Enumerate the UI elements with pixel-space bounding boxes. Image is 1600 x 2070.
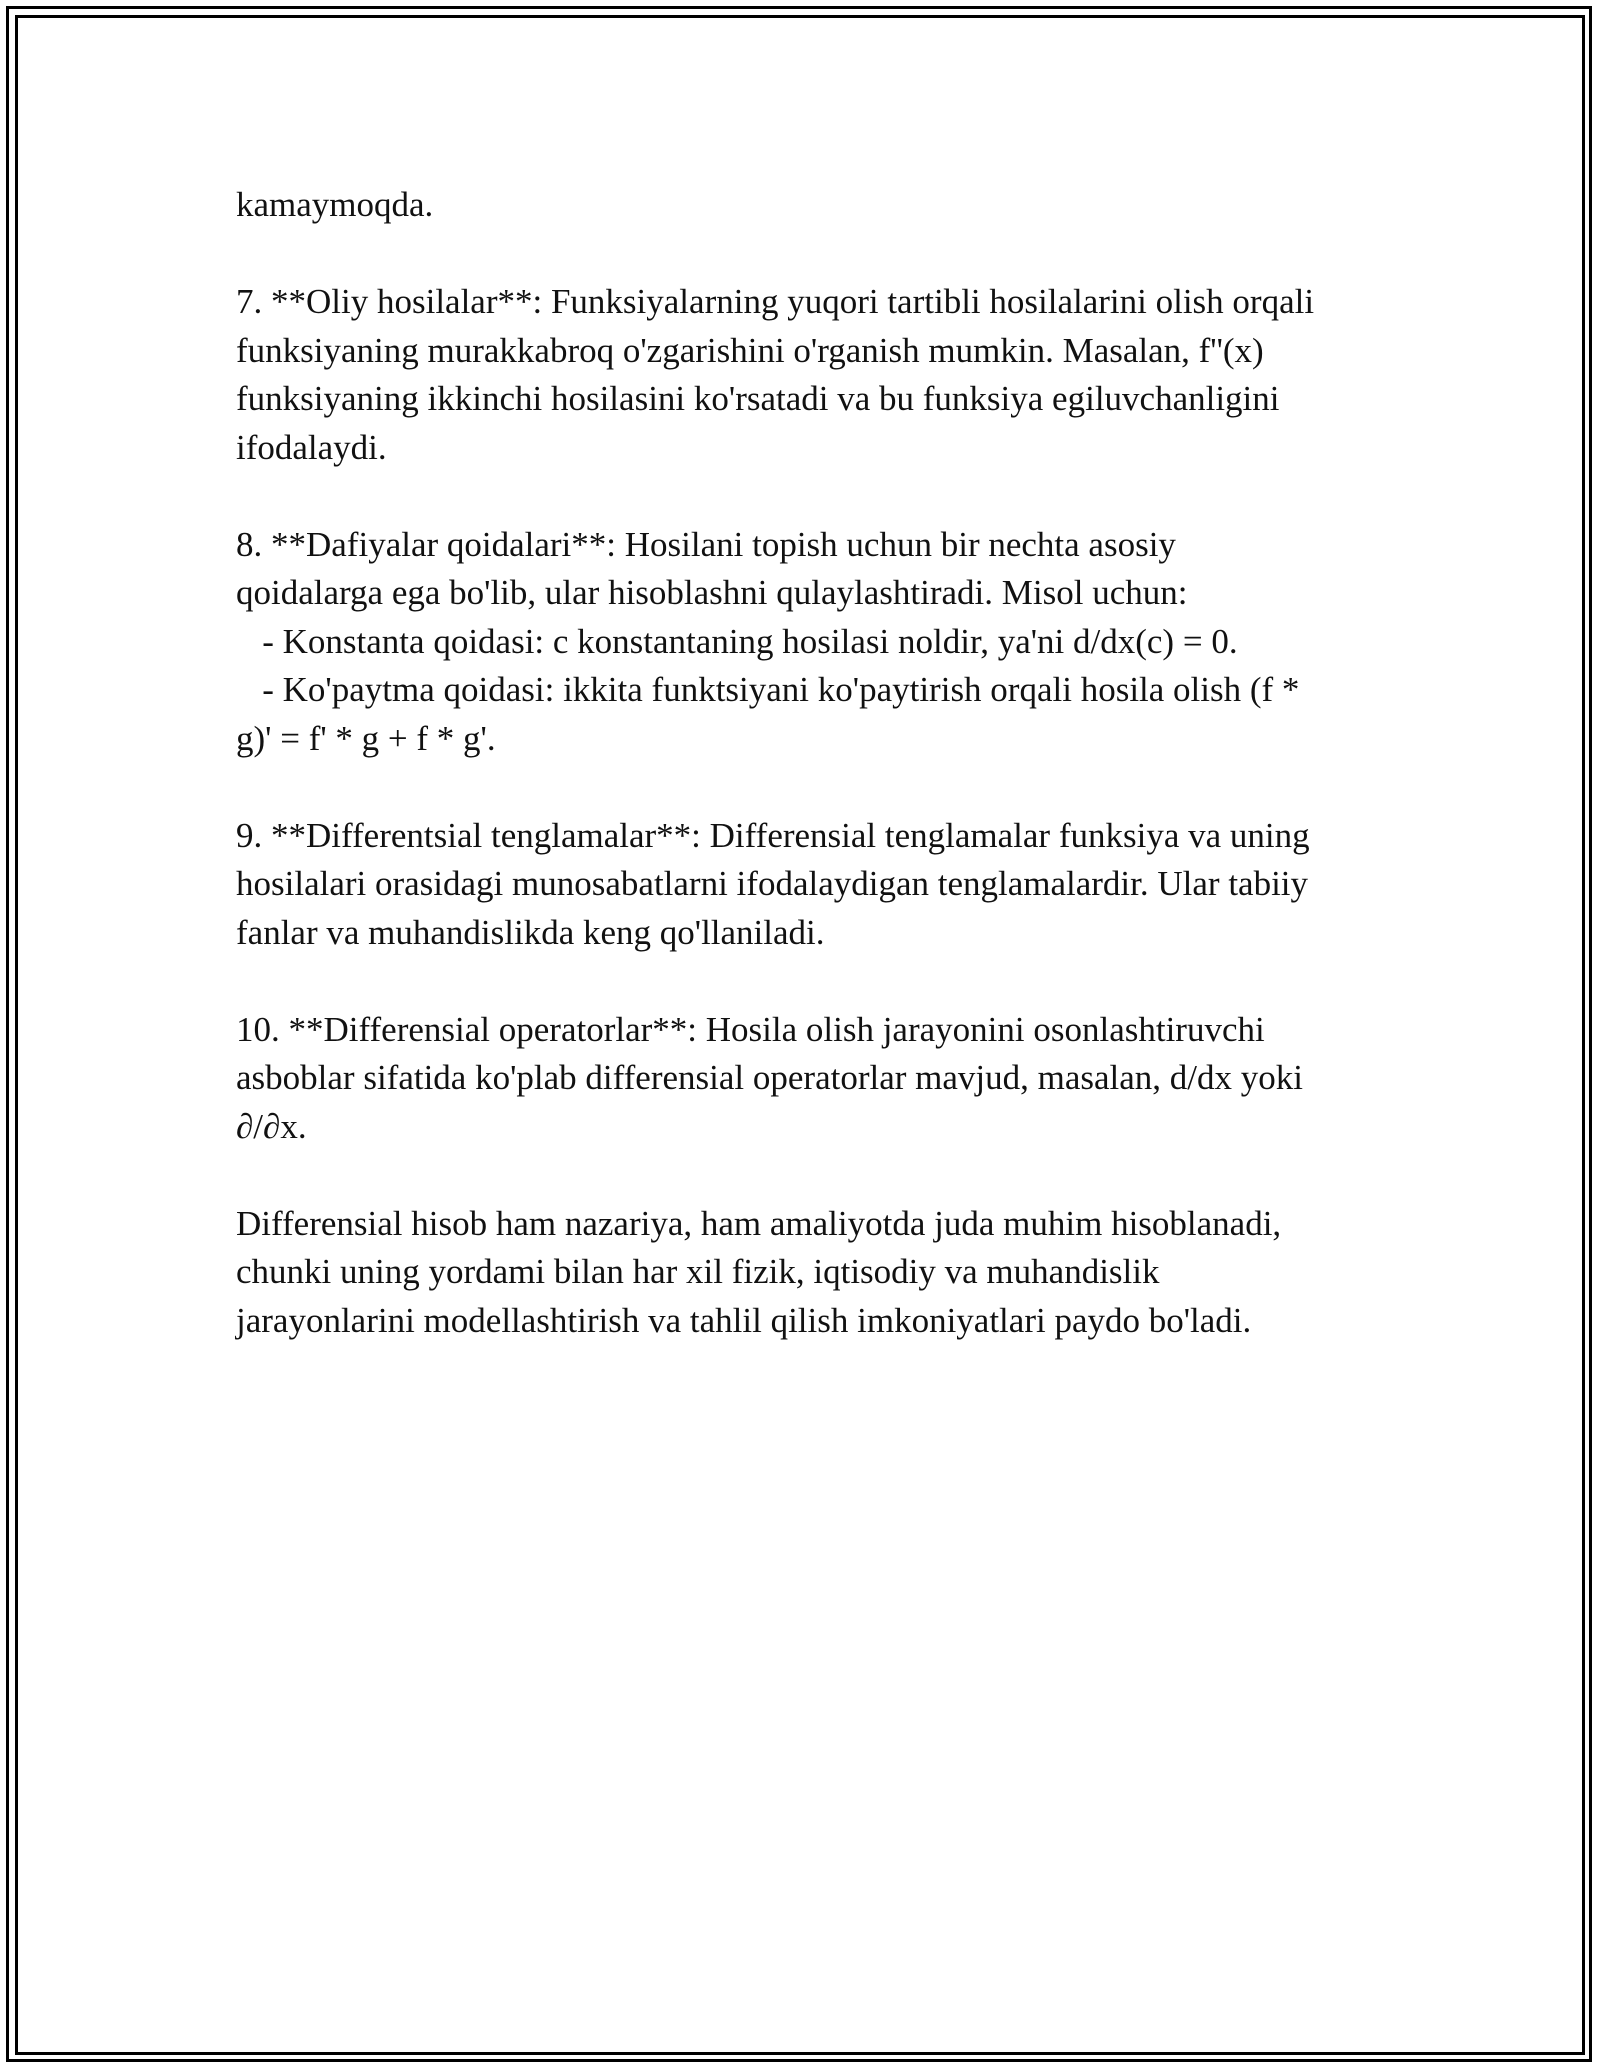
text-line: funksiyaning murakkabroq o'zgarishini o'rganish mumkin. Masalan, f''(x) [236, 330, 1264, 370]
text-line: funksiyaning ikkinchi hosilasini ko'rsatadi va bu funksiya egiluvchanligini [236, 379, 1280, 418]
paragraph-gap [236, 1151, 1386, 1200]
text-line: asboblar sifatida ko'plab differensial operatorlar mavjud, masalan, d/dx yoki [236, 1058, 1304, 1097]
text-line: qoidalarga ega bo'lib, ular hisoblashni qulaylashtiradi. Misol uchun: [236, 573, 1188, 612]
text-line: 7. **Oliy hosilalar**: Funksiyalarning yuqori tartibli hosilalarini olish orqali [236, 282, 1315, 321]
text-line: 9. **Differentsial tenglamalar**: Differensial tenglamalar funksiya va uning [236, 815, 1310, 855]
text-line: kamaymoqda. [236, 185, 434, 224]
paragraph-gap [236, 763, 1386, 812]
text-line: - Ko'paytma qoidasi: ikkita funktsiyani ko'paytirish orqali hosila olish (f * [236, 670, 1300, 709]
text-line: fanlar va muhandislikda keng qo'llaniladi. [236, 912, 825, 952]
paragraph-intro-tail [236, 181, 1386, 230]
paragraph-item-8 [236, 521, 1386, 764]
paragraph-item-10 [236, 1006, 1386, 1152]
paragraph-conclusion [236, 1200, 1386, 1346]
text-line: ifodalaydi. [236, 427, 387, 467]
document-body [236, 181, 1386, 1345]
text-line: hosilalari orasidagi munosabatlarni ifodalaydigan tenglamalardir. Ular tabiiy [236, 864, 1309, 903]
text-line: ∂/∂x. [236, 1106, 307, 1146]
paragraph-item-7 [236, 278, 1386, 472]
text-line: 8. **Dafiyalar qoidalari**: Hosilani topish uchun bir nechta asosiy [236, 524, 1176, 564]
text-line: - Konstanta qoidasi: c konstantaning hosilasi noldir, ya'ni d/dx(c) = 0. [236, 621, 1238, 661]
text-line: 10. **Differensial operatorlar**: Hosila olish jarayonini osonlashtiruvchi [236, 1009, 1265, 1049]
text-line: g)' = f' * g + f * g'. [236, 718, 496, 758]
paragraph-gap [236, 957, 1386, 1006]
paragraph-gap [236, 472, 1386, 521]
paragraph-item-9 [236, 812, 1386, 958]
text-line: jarayonlarini modellashtirish va tahlil qilish imkoniyatlari paydo bo'ladi. [236, 1300, 1252, 1340]
text-line: Differensial hisob ham nazariya, ham amaliyotda juda muhim hisoblanadi, [236, 1203, 1282, 1243]
paragraph-gap [236, 230, 1386, 279]
text-line: chunki uning yordami bilan har xil fizik, iqtisodiy va muhandislik [236, 1252, 1160, 1291]
